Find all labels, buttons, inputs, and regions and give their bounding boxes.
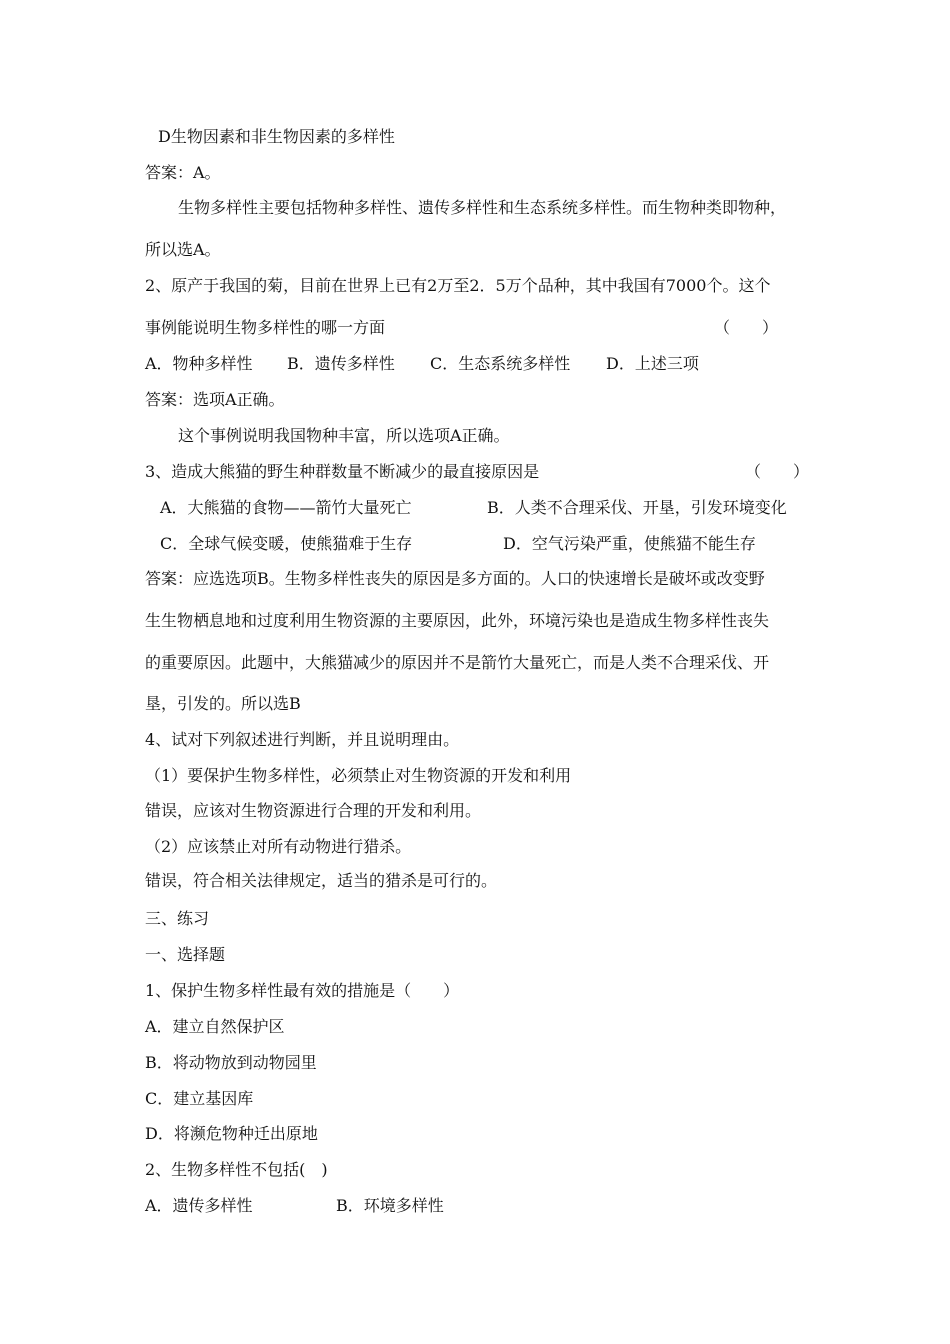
answer-line: 错误，应该对生物资源进行合理的开发和利用。 — [145, 801, 482, 820]
statement-line: （1）要保护生物多样性，必须禁止对生物资源的开发和利用 — [145, 766, 572, 785]
answer-line: 答案：应选选项B。生物多样性丧失的原因是多方面的。人口的快速增长是破坏或改变野 — [145, 569, 765, 588]
option-a: A．建立自然保护区 — [145, 1017, 285, 1036]
question-line: 2、原产于我国的菊，目前在世界上已有2万至2．5万个品种，其中我国有7000个。这个 — [145, 276, 771, 295]
answer-line: 答案：选项A正确。 — [145, 390, 285, 409]
option-b: B．环境多样性 — [336, 1196, 444, 1215]
explanation-line: 所以选A。 — [145, 240, 221, 259]
option-b: B．人类不合理采伐、开垦，引发环境变化 — [487, 498, 787, 517]
answer-line: 答案：A。 — [145, 163, 221, 182]
explanation-line: 的重要原因。此题中，大熊猫减少的原因并不是箭竹大量死亡，而是人类不合理采伐、开 — [145, 653, 770, 672]
explanation-line: 垦，引发的。所以选B — [145, 694, 301, 713]
question-line: 3、造成大熊猫的野生种群数量不断减少的最直接原因是 — [145, 462, 540, 481]
option-d: D．上述三项 — [606, 354, 699, 373]
question-line: 2、生物多样性不包括( ) — [145, 1160, 328, 1179]
explanation-line: 生生物栖息地和过度利用生物资源的主要原因，此外，环境污染也是造成生物多样性丧失 — [145, 611, 770, 630]
option-b: B．遗传多样性 — [287, 354, 395, 373]
explanation-line: 生物多样性主要包括物种多样性、遗传多样性和生态系统多样性。而生物种类即物种， — [178, 198, 787, 217]
option-a: A．遗传多样性 — [145, 1196, 253, 1215]
option-c: C．生态系统多样性 — [430, 354, 571, 373]
subsection-heading: 一、选择题 — [145, 945, 226, 964]
option-b: B．将动物放到动物园里 — [145, 1053, 317, 1072]
option-a: A．物种多样性 — [145, 354, 253, 373]
question-line: 4、试对下列叙述进行判断，并且说明理由。 — [145, 730, 460, 749]
answer-parentheses: （ ） — [745, 462, 810, 481]
explanation-line: 这个事例说明我国物种丰富，所以选项A正确。 — [178, 426, 510, 445]
section-heading: 三、练习 — [145, 909, 210, 928]
text-line: D生物因素和非生物因素的多样性 — [158, 127, 395, 146]
question-line: 事例能说明生物多样性的哪一方面 — [145, 318, 386, 337]
answer-parentheses: （ ） — [714, 318, 779, 337]
option-d: D．空气污染严重，使熊猫不能生存 — [503, 534, 756, 553]
statement-line: （2）应该禁止对所有动物进行猎杀。 — [145, 837, 412, 856]
question-line: 1、保护生物多样性最有效的措施是（ ） — [145, 981, 460, 1000]
option-a: A．大熊猫的食物——箭竹大量死亡 — [160, 498, 412, 517]
option-d: D．将濒危物种迁出原地 — [145, 1124, 318, 1143]
answer-line: 错误，符合相关法律规定，适当的猎杀是可行的。 — [145, 871, 498, 890]
option-c: C．建立基因库 — [145, 1089, 254, 1108]
option-c: C．全球气候变暖，使熊猫难于生存 — [160, 534, 413, 553]
